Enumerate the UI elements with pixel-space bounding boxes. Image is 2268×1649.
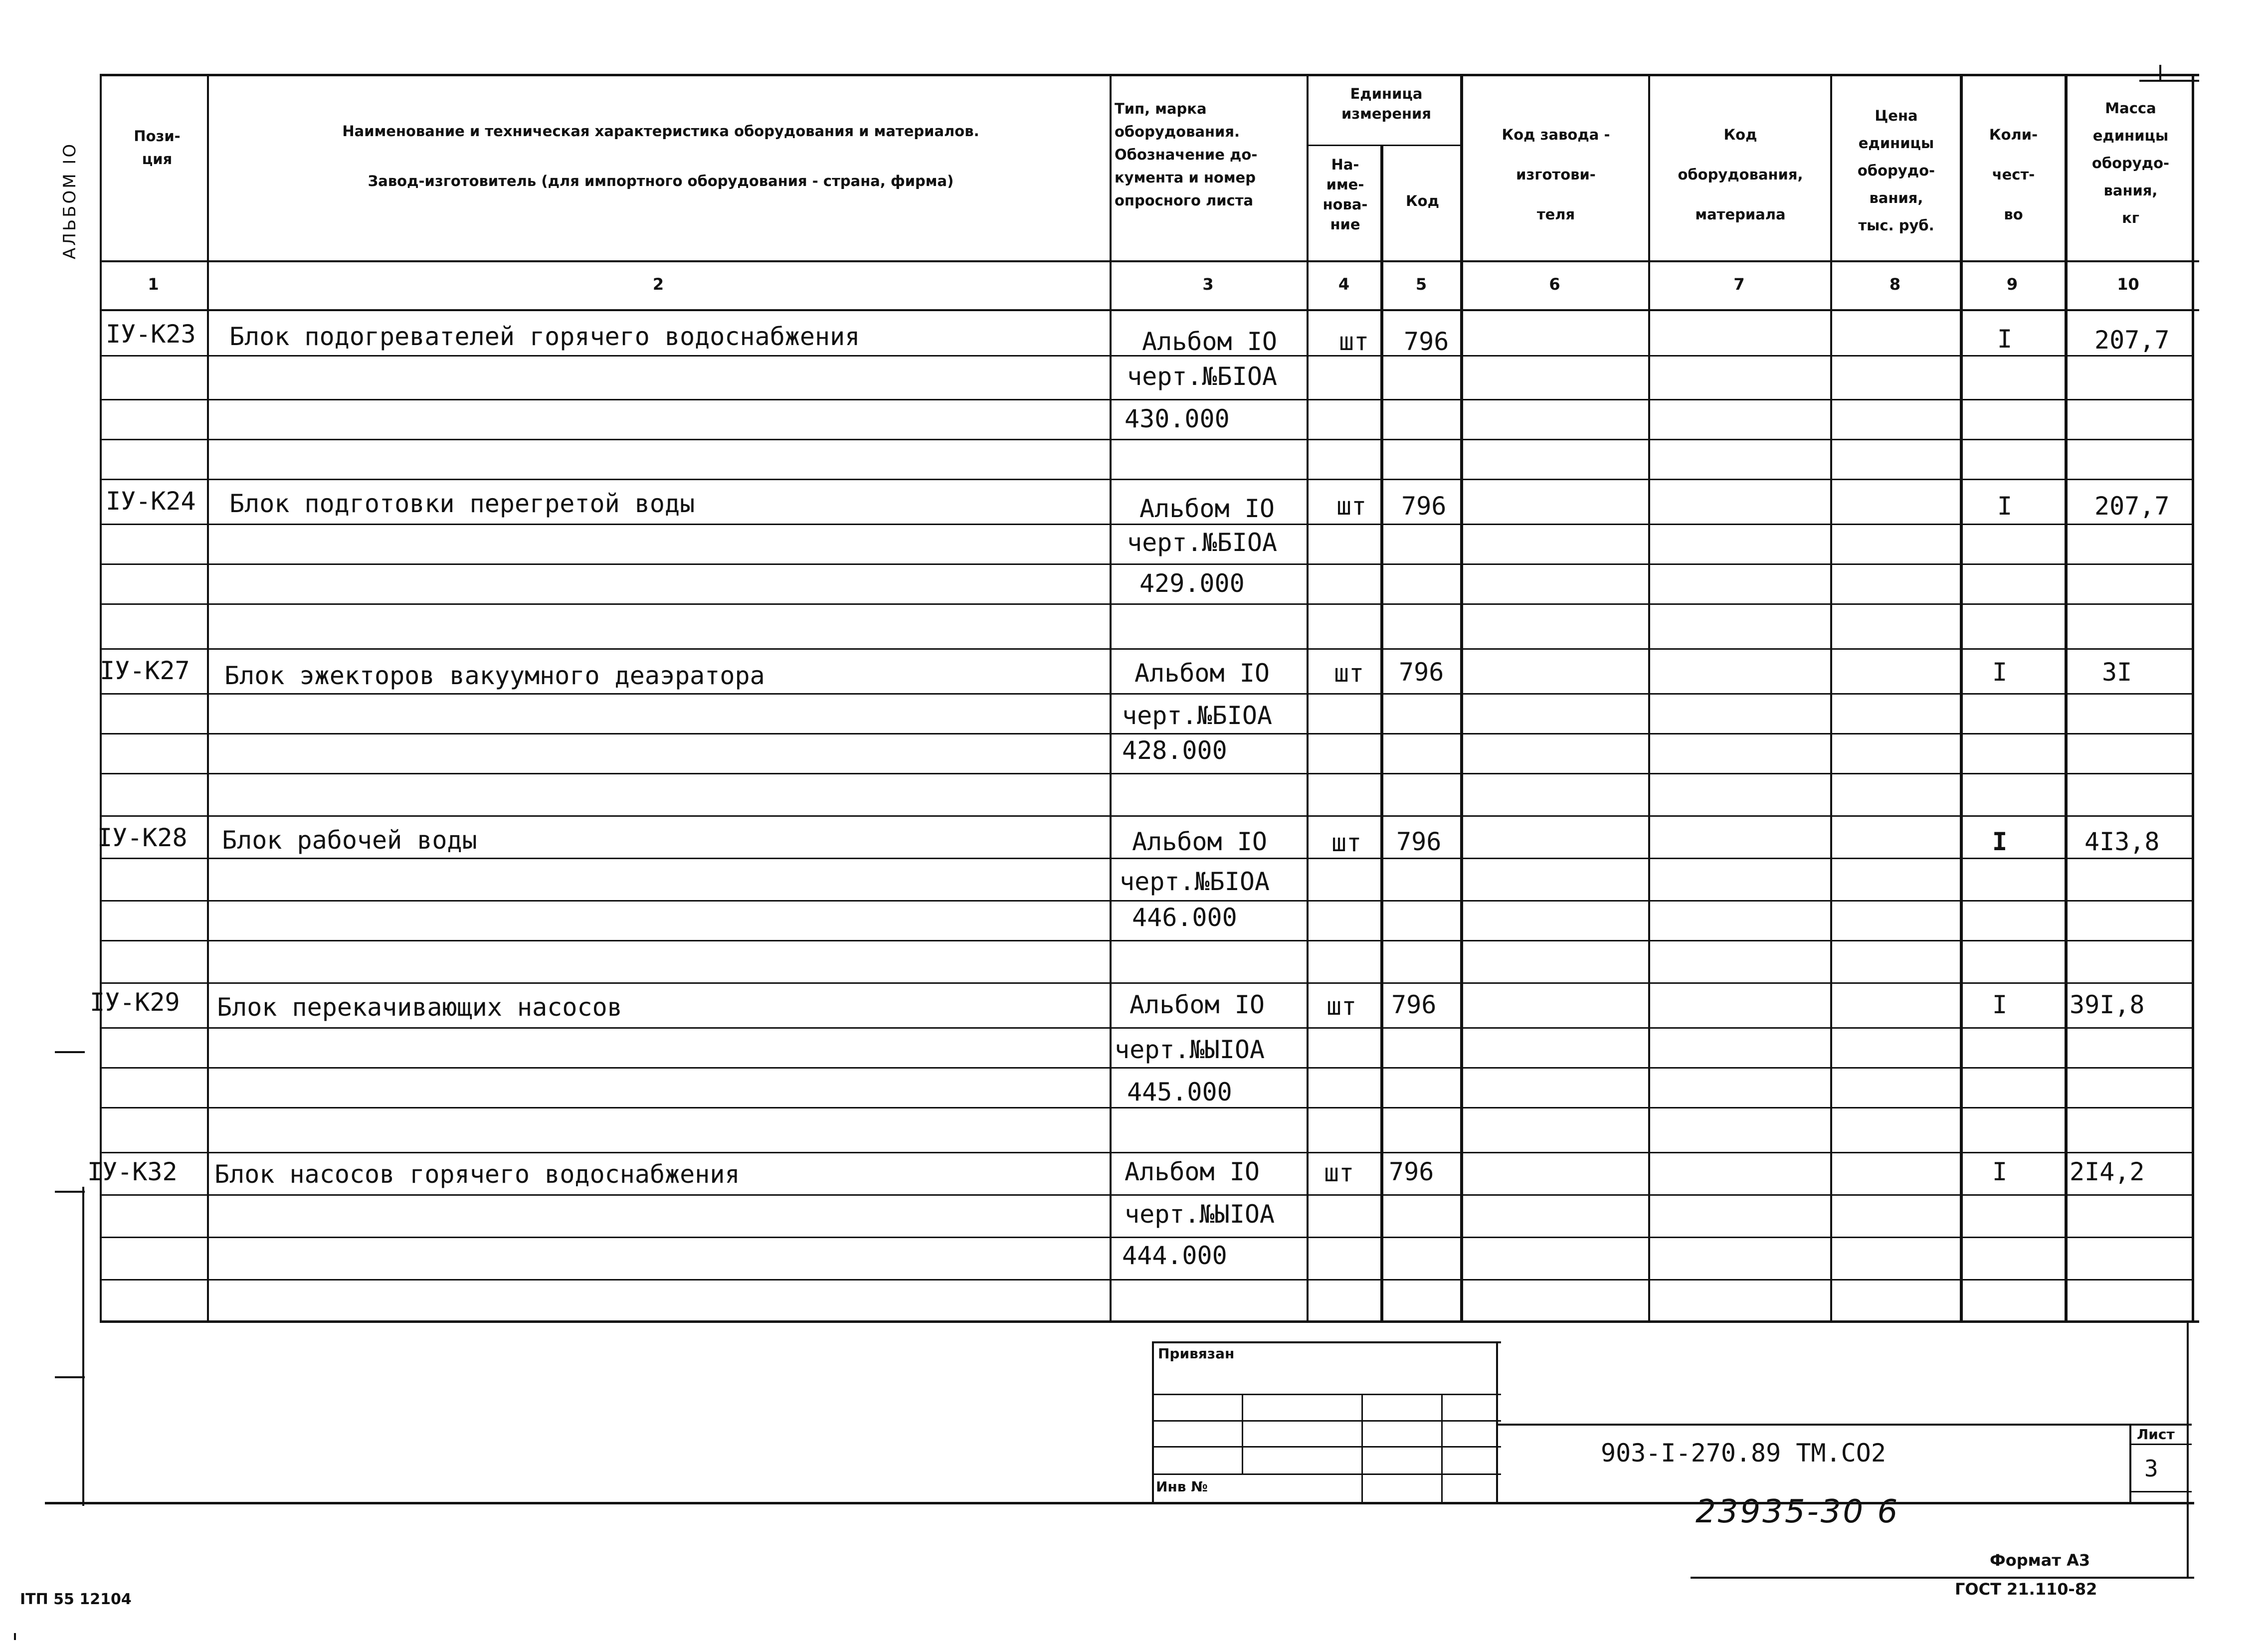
stamp-sheet-label: Лист [2137, 1426, 2175, 1443]
footer-left-code: ІТП 55 12104 [20, 1591, 132, 1608]
row-6-code: 444.000 [1122, 1241, 1227, 1270]
header-type: Тип, марка оборудования. Обозначение до- кумента и номер опросного листа [1115, 100, 1258, 209]
row-1-qty: I [1997, 325, 2013, 354]
footer-format: Формат А3 [1990, 1551, 2090, 1570]
row-3-album: Альбом IO [1134, 659, 1270, 688]
row-2-name: Блок подготовки перегретой воды [229, 489, 695, 518]
row-line [100, 982, 2194, 984]
row-line [100, 648, 2194, 650]
stamp-sheet-number: 3 [2144, 1455, 2158, 1482]
col-line-0 [100, 75, 102, 1321]
header-mass: Масса единицы оборудо- вания, кг [2091, 100, 2170, 226]
margin-tick [55, 1191, 85, 1193]
col-line-6 [1648, 75, 1650, 1321]
row-6-name: Блок насосов горячего водоснабжения [214, 1160, 740, 1189]
stamp-vline [1496, 1341, 1498, 1503]
margin-tick [55, 1051, 85, 1053]
row-1-code: 430.000 [1125, 404, 1230, 433]
row-line [100, 900, 2194, 902]
col-line-2 [1110, 75, 1112, 1321]
row-5-mass: 39I,8 [2070, 990, 2145, 1019]
row-2-drawing: черт.№БIОА [1127, 528, 1278, 557]
header-unit-group: Единица измерения [1341, 85, 1431, 122]
side-label: АЛЬБОМ IO [60, 142, 80, 259]
row-5-name: Блок перекачивающих насосов [217, 993, 622, 1022]
row-5-qty: I [1992, 990, 2008, 1019]
row-line [100, 815, 2194, 817]
row-5-position: IУ-К29 [90, 988, 180, 1017]
row-1-unit-code: 796 [1404, 327, 1449, 356]
row-5-code: 445.000 [1127, 1078, 1232, 1106]
row-6-drawing: черт.№ЫIОА [1125, 1200, 1275, 1229]
row-line [100, 399, 2194, 400]
stamp-line [1152, 1394, 1501, 1395]
col-line-8 [1960, 75, 1963, 1321]
row-line [100, 940, 2194, 941]
row-2-unit-code: 796 [1401, 492, 1447, 521]
scan-mark [14, 1633, 16, 1640]
table-bottom-border [100, 1320, 2199, 1323]
colnum-3: 3 [1202, 275, 1214, 294]
row-1-unit: шт [1339, 327, 1369, 356]
header-bottom-border [100, 260, 2199, 262]
row-2-album: Альбом IO [1139, 494, 1275, 523]
row-4-code: 446.000 [1132, 903, 1237, 932]
header-name-line1: Наименование и техническая характеристика оборудования и материалов. [342, 123, 979, 140]
left-frame-line [82, 1187, 84, 1506]
stamp-attached-label: Привязан [1158, 1345, 1235, 1362]
row-line [100, 1107, 2194, 1108]
row-line [100, 1279, 2194, 1281]
row-2-mass: 207,7 [2094, 492, 2170, 521]
row-4-mass: 4I3,8 [2084, 827, 2160, 856]
row-4-qty: I [1992, 827, 2008, 856]
stamp-vline [2129, 1424, 2131, 1503]
row-4-unit-code: 796 [1396, 827, 1442, 856]
row-line [100, 1237, 2194, 1238]
header-plant-code: Код завода - изготови- теля [1502, 126, 1610, 223]
header-unit-code: Код [1405, 192, 1440, 209]
row-5-drawing: черт.№ЫIОА [1115, 1035, 1265, 1064]
table-top-border [100, 74, 2199, 76]
row-1-name: Блок подогревателей горячего водоснабжения [229, 322, 860, 351]
row-5-album: Альбом IO [1130, 990, 1265, 1019]
stamp-line [2129, 1444, 2192, 1445]
header-name-line2: Завод-изготовитель (для импортного оборудования - страна, фирма) [368, 173, 954, 189]
colnum-1: 1 [148, 275, 159, 294]
colnum-8: 8 [1889, 275, 1901, 294]
stamp-line [1152, 1341, 1501, 1343]
row-6-unit-code: 796 [1389, 1157, 1434, 1186]
row-line [100, 524, 2194, 525]
row-3-unit-code: 796 [1399, 658, 1444, 687]
row-3-code: 428.000 [1122, 736, 1227, 765]
row-6-position: IУ-К32 [87, 1157, 178, 1186]
header-unit-name: На- име- нова- ние [1323, 156, 1368, 233]
row-3-mass: 3I [2102, 658, 2132, 687]
row-line [100, 693, 2194, 695]
row-4-position: IУ-К28 [97, 823, 188, 852]
stamp-doc-code: 903-I-270.89 ТМ.СО2 [1601, 1439, 1886, 1467]
frame-right-line [2187, 1321, 2189, 1578]
row-1-drawing: черт.№БIОА [1127, 362, 1278, 391]
stamp-line [1152, 1446, 1501, 1448]
stamp-vline [1361, 1394, 1363, 1503]
row-5-unit: шт [1326, 992, 1357, 1021]
header-equipment-code: Код оборудования, материала [1678, 126, 1803, 223]
row-line [100, 858, 2194, 859]
row-2-code: 429.000 [1139, 569, 1245, 598]
header-quantity: Коли- чест- во [1989, 126, 2038, 223]
colnum-5: 5 [1415, 275, 1427, 294]
row-4-drawing: черт.№БIОА [1120, 867, 1270, 896]
stamp-handwritten-number: 23935-30 6 [1696, 1493, 1900, 1530]
row-line [100, 1194, 2194, 1196]
row-line [100, 1152, 2194, 1153]
row-1-mass: 207,7 [2094, 326, 2170, 355]
row-4-album: Альбом IO [1132, 827, 1267, 856]
row-line [100, 1027, 2194, 1029]
row-line [100, 439, 2194, 440]
row-line [100, 733, 2194, 734]
frame-bottom-line [1691, 1577, 2194, 1579]
colnum-bottom-border [100, 309, 2199, 311]
row-line [100, 563, 2194, 565]
row-2-unit: шт [1336, 492, 1367, 521]
col-line-5 [1460, 75, 1463, 1321]
row-line [100, 603, 2194, 605]
row-2-qty: I [1997, 492, 2013, 521]
stamp-vline [1441, 1394, 1443, 1503]
col-line-9 [2065, 75, 2068, 1321]
stamp-line [1496, 1424, 2192, 1426]
row-line [100, 773, 2194, 774]
row-3-qty: I [1992, 658, 2008, 687]
footer-gost: ГОСТ 21.110-82 [1955, 1580, 2097, 1599]
row-5-unit-code: 796 [1391, 990, 1437, 1019]
stamp-line [1152, 1420, 1501, 1422]
row-3-position: IУ-К27 [100, 656, 190, 685]
col-line-1 [207, 75, 209, 1321]
table-right-border [2192, 75, 2194, 1321]
row-line [100, 479, 2194, 480]
colnum-9: 9 [2006, 275, 2018, 294]
row-line [100, 1067, 2194, 1069]
stamp-vline [1152, 1341, 1154, 1503]
stamp-inv-label: Инв № [1156, 1478, 1208, 1495]
stamp-line [2129, 1491, 2192, 1492]
row-3-name: Блок эжекторов вакуумного деаэратора [224, 661, 765, 690]
row-3-drawing: черт.№БIОА [1122, 701, 1273, 730]
row-6-mass: 2I4,2 [2070, 1157, 2145, 1186]
row-4-name: Блок рабочей воды [222, 826, 477, 855]
colnum-4: 4 [1338, 275, 1350, 294]
row-4-unit: шт [1331, 828, 1362, 857]
row-6-qty: I [1992, 1157, 2008, 1186]
colnum-10: 10 [2117, 275, 2139, 294]
row-3-unit: шт [1334, 659, 1364, 688]
row-1-position: IУ-К23 [106, 320, 196, 349]
row-2-position: IУ-К24 [106, 487, 196, 516]
row-6-unit: шт [1324, 1158, 1354, 1187]
corner-tick-v [2159, 65, 2161, 80]
row-1-album: Альбом IO [1142, 327, 1277, 356]
unit-subheader-line [1307, 145, 1461, 146]
col-line-3 [1307, 75, 1309, 1321]
colnum-7: 7 [1733, 275, 1745, 294]
margin-tick [55, 1376, 85, 1378]
stamp-line [1152, 1473, 1501, 1475]
header-position: Пози- ция [134, 128, 181, 168]
corner-tick [2139, 80, 2199, 82]
colnum-6: 6 [1549, 275, 1560, 294]
header-price: Цена единицы оборудо- вания, тыс. руб. [1857, 107, 1935, 234]
colnum-2: 2 [652, 275, 664, 294]
stamp-vline [1242, 1394, 1243, 1473]
row-6-album: Альбом IO [1125, 1157, 1260, 1186]
col-line-7 [1830, 75, 1832, 1321]
